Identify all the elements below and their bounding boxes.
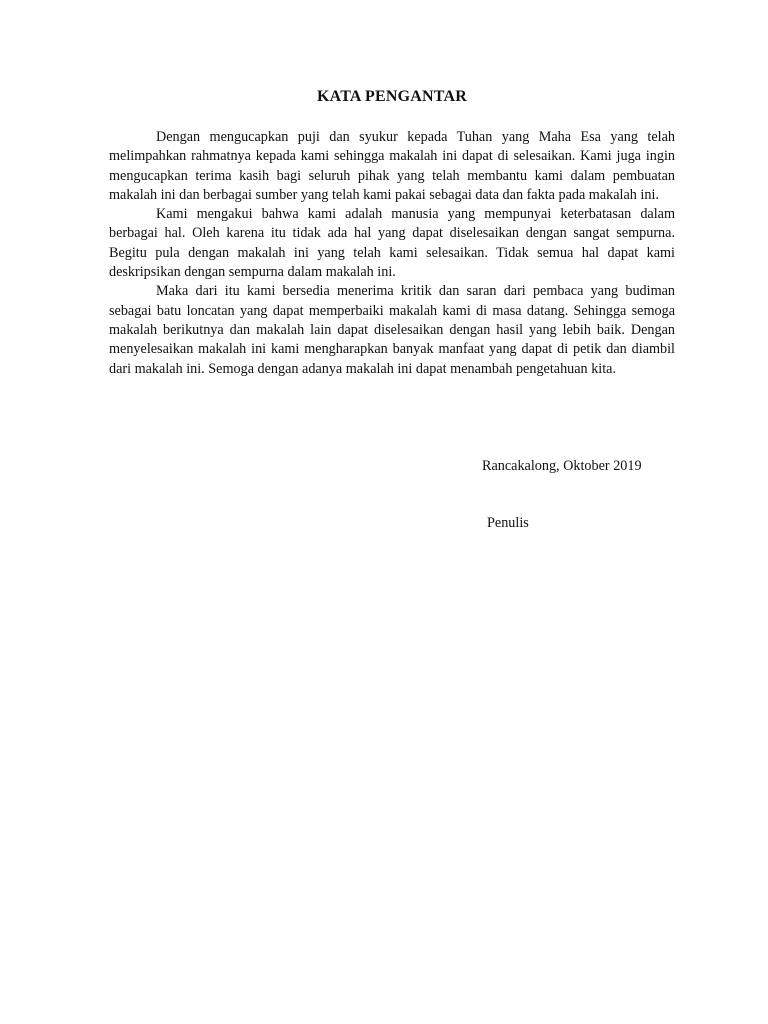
document-title: KATA PENGANTAR xyxy=(317,88,467,105)
document-body xyxy=(109,128,675,379)
paragraph-limitations: Kami mengakui bahwa kami adalah manusia yang mempunyai keterbatasan dalam berbagai hal. Oleh karena itu tidak ada hal yang dapat diselesaikan dengan sangat sempurna. Begitu pula dengan makalah ini yang telah kami selesaikan. Tidak semua hal dapat kami deskripsikan dengan sempurna dalam makalah ini. xyxy=(109,206,675,281)
signer-label: Penulis xyxy=(487,515,529,531)
place-and-date: Rancakalong, Oktober 2019 xyxy=(482,458,642,474)
paragraph-gratitude: Dengan mengucapkan puji dan syukur kepada Tuhan yang Maha Esa yang telah melimpahkan rahmatnya kepada kami sehingga makalah ini dapat di selesaikan. Kami juga ingin mengucapkan terima kasih bagi seluruh pihak yang telah membantu kami dalam pembuatan makalah ini dan berbagai sumber yang telah kami pakai sebagai data dan fakta pada makalah ini. xyxy=(109,129,675,203)
paragraph-feedback: Maka dari itu kami bersedia menerima kritik dan saran dari pembaca yang budiman sebagai batu loncatan yang dapat memperbaiki makalah kami di masa datang. Sehingga semoga makalah berikutnya dan makalah lain dapat diselesaikan dengan hasil yang lebih baik. Dengan menyelesaikan makalah ini kami mengharapkan banyak manfaat yang dapat di petik dan diambil dari makalah ini. Semoga dengan adanya makalah ini dapat menambah pengetahuan kita. xyxy=(109,283,675,377)
